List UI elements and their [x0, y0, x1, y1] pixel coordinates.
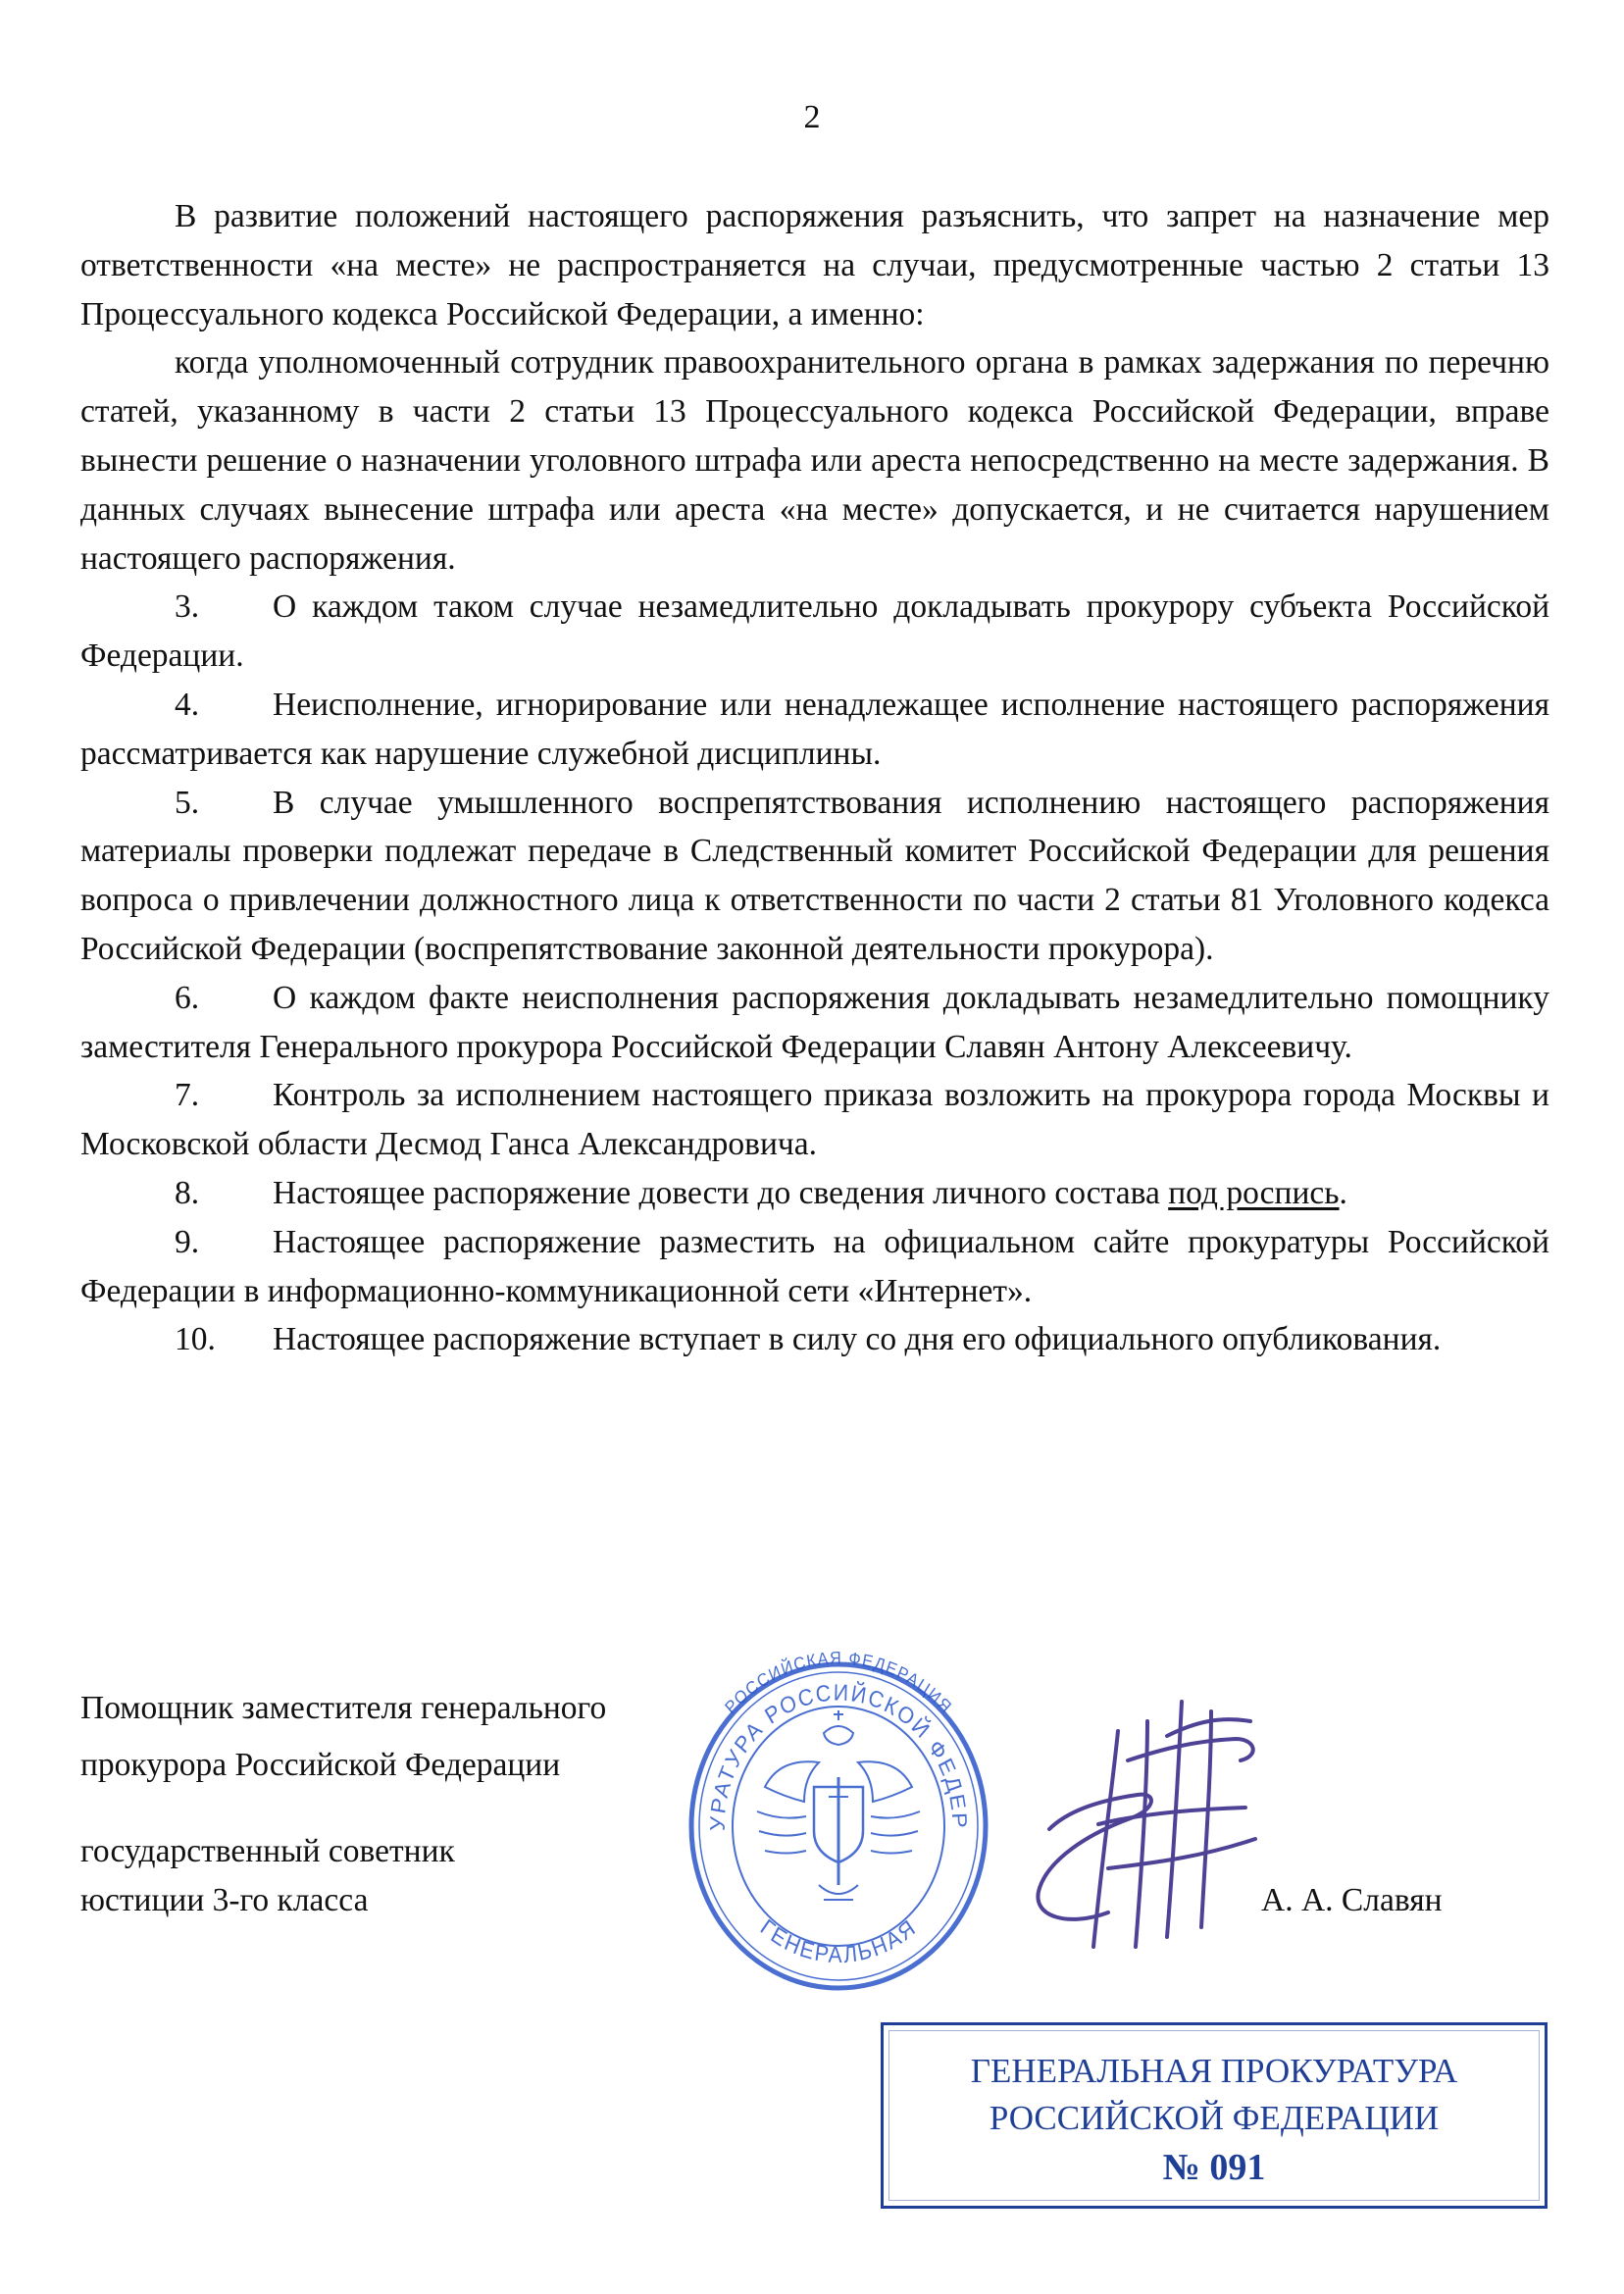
item-text: О каждом таком случае незамедлительно докладывать прокурору субъекта Российской Федерации.	[80, 588, 1549, 675]
item-text: В случае умышленного воспрепятствования исполнению настоящего распоряжения материалы проверки подлежат передаче в Следственный комитет Российской Федерации для решения вопроса о привлечении должностного лица к ответственности по части 2 статьи 81 Уголовного кодекса Российской Федерации (воспрепятствование законной деятельности прокурора).	[80, 784, 1549, 967]
stamp-line-1: ГЕНЕРАЛЬНАЯ ПРОКУРАТУРА	[970, 2052, 1458, 2090]
item-number: 10.	[175, 1321, 216, 1358]
item-text: О каждом факте неисполнения распоряжения докладывать незамедлительно помощнику заместителя Генерального прокурора Российской Федерации Славян Антону Алексеевичу.	[80, 979, 1549, 1065]
intro-paragraph-2: когда уполномоченный сотрудник правоохранительного органа в рамках задержания по перечню статей, указанному в части 2 статьи 13 Процессуального кодекса Российской Федерации, вправе вынести решение о назначении уголовного штрафа или ареста непосредственно на месте задержания. В данных случаях вынесение штрафа или ареста «на месте» допускается, и не считается нарушением настоящего распоряжения.	[80, 344, 1549, 577]
signatory-position-line-1: Помощник заместителя генерального	[80, 1690, 607, 1726]
item-text: Настоящее распоряжение довести до сведения личного состава	[273, 1174, 1169, 1211]
item-number: 9.	[175, 1223, 200, 1260]
stamp-line-2: РОССИЙСКОЙ ФЕДЕРАЦИИ	[989, 2099, 1440, 2137]
numbered-item-6	[80, 974, 1549, 1072]
numbered-item-8	[80, 1169, 1549, 1218]
item-number: 3.	[175, 588, 200, 626]
signatory-position-line-2: прокурора Российской Федерации	[80, 1747, 561, 1783]
handwritten-signature	[1010, 1692, 1324, 1966]
seal-inner-text: УРАТУРА РОССИЙСКОЙ ФЕДЕР	[705, 1679, 972, 1832]
item-number: 7.	[175, 1077, 200, 1114]
underlined-phrase: под роспись	[1168, 1174, 1340, 1211]
seal-outer-text: РОССИЙСКАЯ ФЕДЕРАЦИЯ	[721, 1648, 956, 1718]
numbered-item-3	[80, 583, 1549, 681]
registration-stamp	[881, 2022, 1548, 2209]
item-text: Контроль за исполнением настоящего приказа возложить на прокурора города Москвы и Московской области Десмод Ганса Александровича.	[80, 1077, 1549, 1163]
item-number: 5.	[175, 784, 200, 821]
numbered-item-7	[80, 1071, 1549, 1169]
item-number: 4.	[175, 686, 200, 723]
item-text: Неисполнение, игнорирование или ненадлежащее исполнение настоящего распоряжения рассматривается как нарушение служебной дисциплины.	[80, 686, 1549, 772]
item-text-end: .	[1339, 1174, 1347, 1211]
document-body	[80, 192, 1549, 1364]
official-seal	[677, 1640, 1000, 2013]
numbered-item-10	[80, 1315, 1549, 1364]
item-text: Настоящее распоряжение вступает в силу со дня его официального опубликования.	[273, 1321, 1442, 1358]
page-number: 2	[803, 99, 821, 135]
item-number: 8.	[175, 1174, 200, 1211]
item-text: Настоящее распоряжение разместить на официальном сайте прокуратуры Российской Федерации в информационно-коммуникационной сети «Интернет».	[80, 1223, 1549, 1309]
svg-text:ГЕНЕРАЛЬНАЯ	[756, 1913, 921, 1967]
numbered-item-4	[80, 681, 1549, 779]
signatory-rank-line-2: юстиции 3-го класса	[80, 1882, 369, 1918]
numbered-item-5	[80, 779, 1549, 974]
numbered-item-9	[80, 1218, 1549, 1316]
signatory-name: А. А. Славян	[1261, 1882, 1443, 1918]
seal-bottom-text: ГЕНЕРАЛЬНАЯ	[756, 1913, 921, 1968]
stamp-number: № 091	[1162, 2147, 1266, 2188]
intro-paragraph-1: В развитие положений настоящего распоряжения разъяснить, что запрет на назначение мер ответственности «на месте» не распространяется на случаи, предусмотренные частью 2 статьи 13 Процессуального кодекса Российской Федерации, а именно:	[80, 198, 1549, 332]
signatory-rank-line-1: государственный советник	[80, 1833, 455, 1869]
item-number: 6.	[175, 979, 200, 1016]
eagle-emblem-icon	[757, 1710, 920, 1900]
